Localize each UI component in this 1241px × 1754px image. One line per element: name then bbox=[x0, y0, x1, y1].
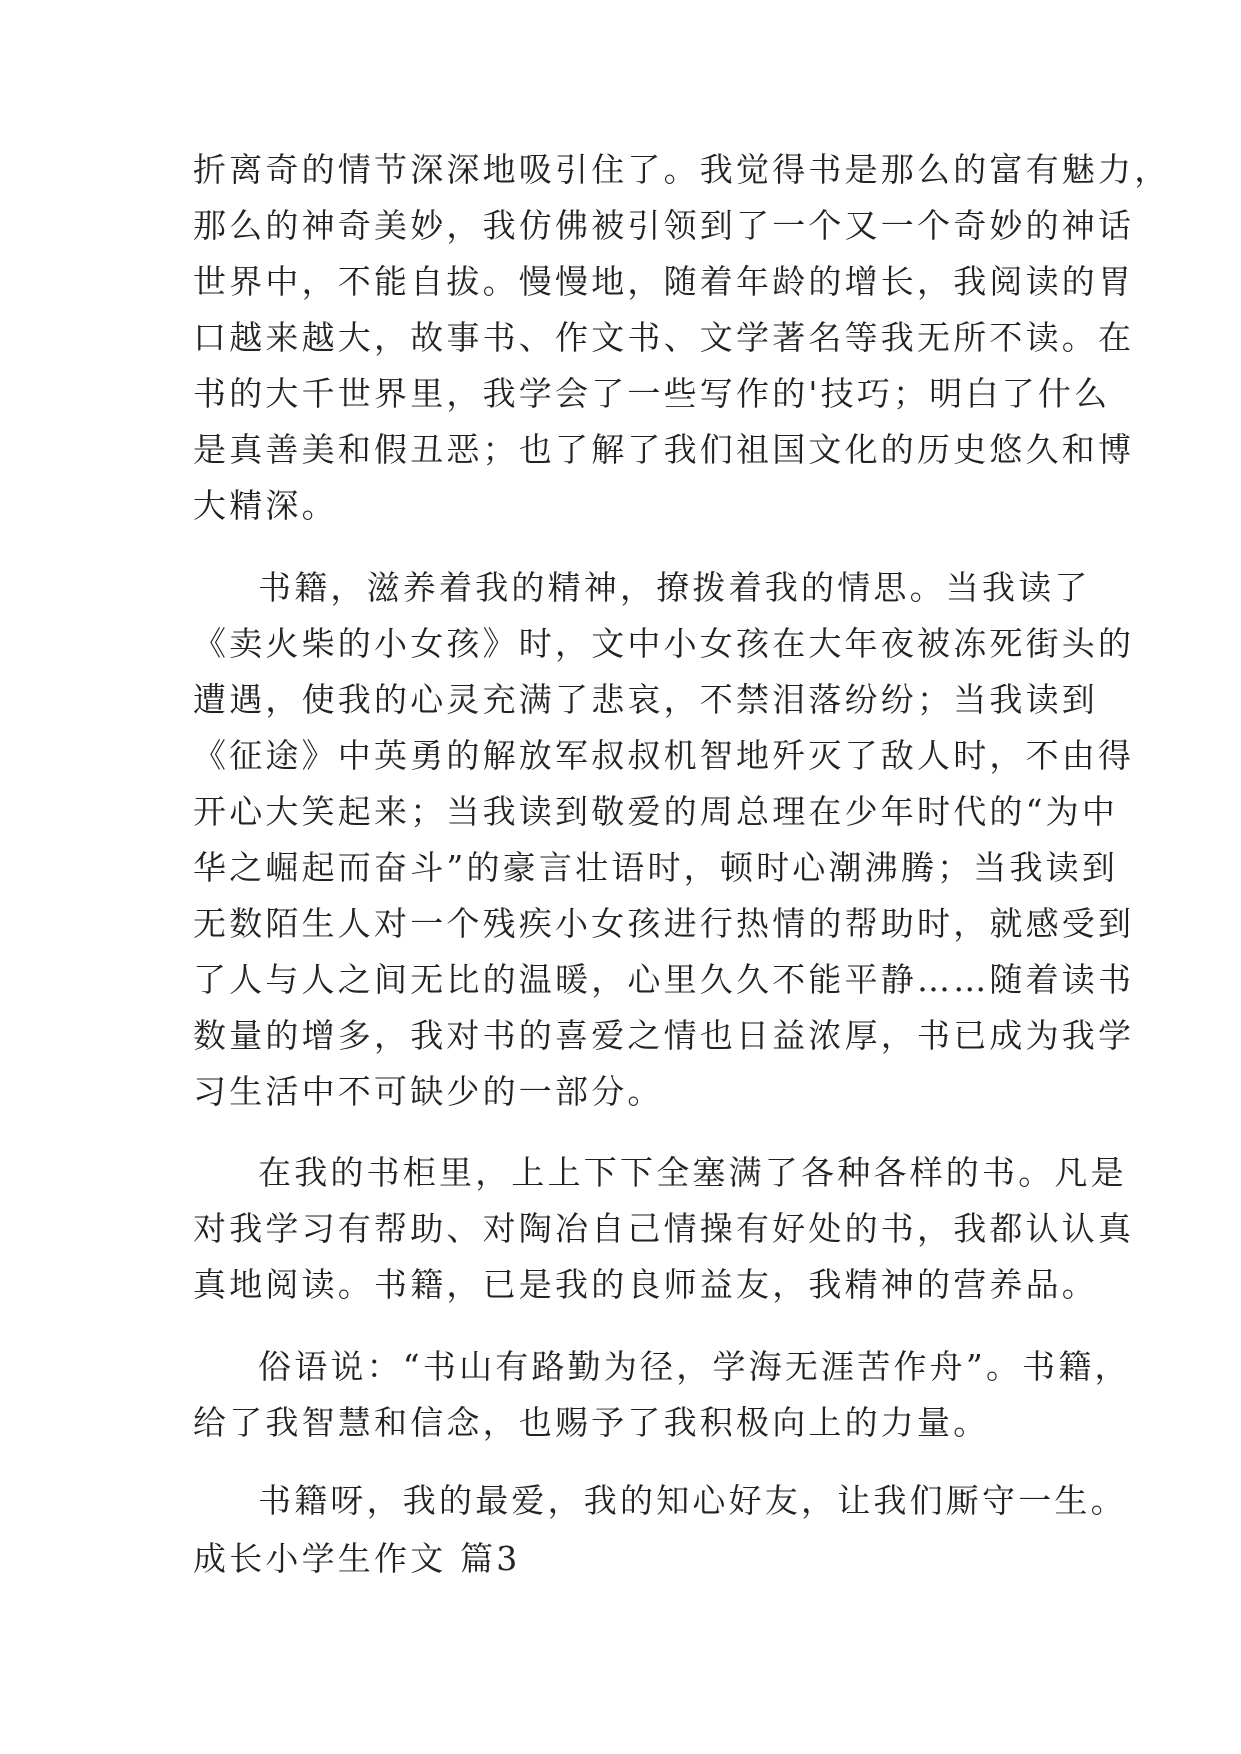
text-line: 数量的增多，我对书的喜爱之情也日益浓厚，书已成为我学 bbox=[193, 1016, 1135, 1055]
section-heading: 成长小学生作文 篇3 bbox=[193, 1539, 521, 1578]
text-line: 遭遇，使我的心灵充满了悲哀，不禁泪落纷纷；当我读到 bbox=[193, 680, 1098, 719]
text-line: 那么的神奇美妙，我仿佛被引领到了一个又一个奇妙的神话 bbox=[193, 206, 1135, 245]
text-line: 开心大笑起来；当我读到敬爱的周总理在少年时代的“为中 bbox=[193, 792, 1119, 831]
text-line: 对我学习有帮助、对陶冶自己情操有好处的书，我都认认真 bbox=[193, 1209, 1135, 1248]
text-line: 书籍，滋养着我的精神，撩拨着我的情思。当我读了 bbox=[258, 568, 1091, 607]
text-line: 真地阅读。书籍，已是我的良师益友，我精神的营养品。 bbox=[193, 1265, 1098, 1304]
text-line: 无数陌生人对一个残疾小女孩进行热情的帮助时，就感受到 bbox=[193, 904, 1135, 943]
text-line: 华之崛起而奋斗”的豪言壮语时，顿时心潮沸腾；当我读到 bbox=[193, 848, 1119, 887]
text-line: 世界中，不能自拔。慢慢地，随着年龄的增长，我阅读的胃 bbox=[193, 262, 1135, 301]
text-line: 书籍呀，我的最爱，我的知心好友，让我们厮守一生。 bbox=[258, 1481, 1127, 1520]
text-line: 折离奇的情节深深地吸引住了。我觉得书是那么的富有魅力， bbox=[193, 150, 1171, 189]
text-line: 《卖火柴的小女孩》时，文中小女孩在大年夜被冻死街头的 bbox=[193, 624, 1135, 663]
text-line: 习生活中不可缺少的一部分。 bbox=[193, 1072, 664, 1111]
text-line: 给了我智慧和信念，也赐予了我积极向上的力量。 bbox=[193, 1403, 990, 1442]
text-line: 口越来越大，故事书、作文书、文学著名等我无所不读。在 bbox=[193, 318, 1135, 357]
text-line: 书的大千世界里，我学会了一些写作的'技巧；明白了什么 bbox=[193, 374, 1111, 413]
text-line: 了人与人之间无比的温暖，心里久久不能平静……随着读书 bbox=[193, 960, 1135, 999]
text-line: 在我的书柜里，上上下下全塞满了各种各样的书。凡是 bbox=[258, 1153, 1127, 1192]
text-line: 俗语说：“书山有路勤为径，学海无涯苦作舟”。书籍， bbox=[258, 1347, 1131, 1386]
text-line: 是真善美和假丑恶；也了解了我们祖国文化的历史悠久和博 bbox=[193, 430, 1135, 469]
text-line: 《征途》中英勇的解放军叔叔机智地歼灭了敌人时，不由得 bbox=[193, 736, 1135, 775]
text-line: 大精深。 bbox=[193, 486, 338, 525]
